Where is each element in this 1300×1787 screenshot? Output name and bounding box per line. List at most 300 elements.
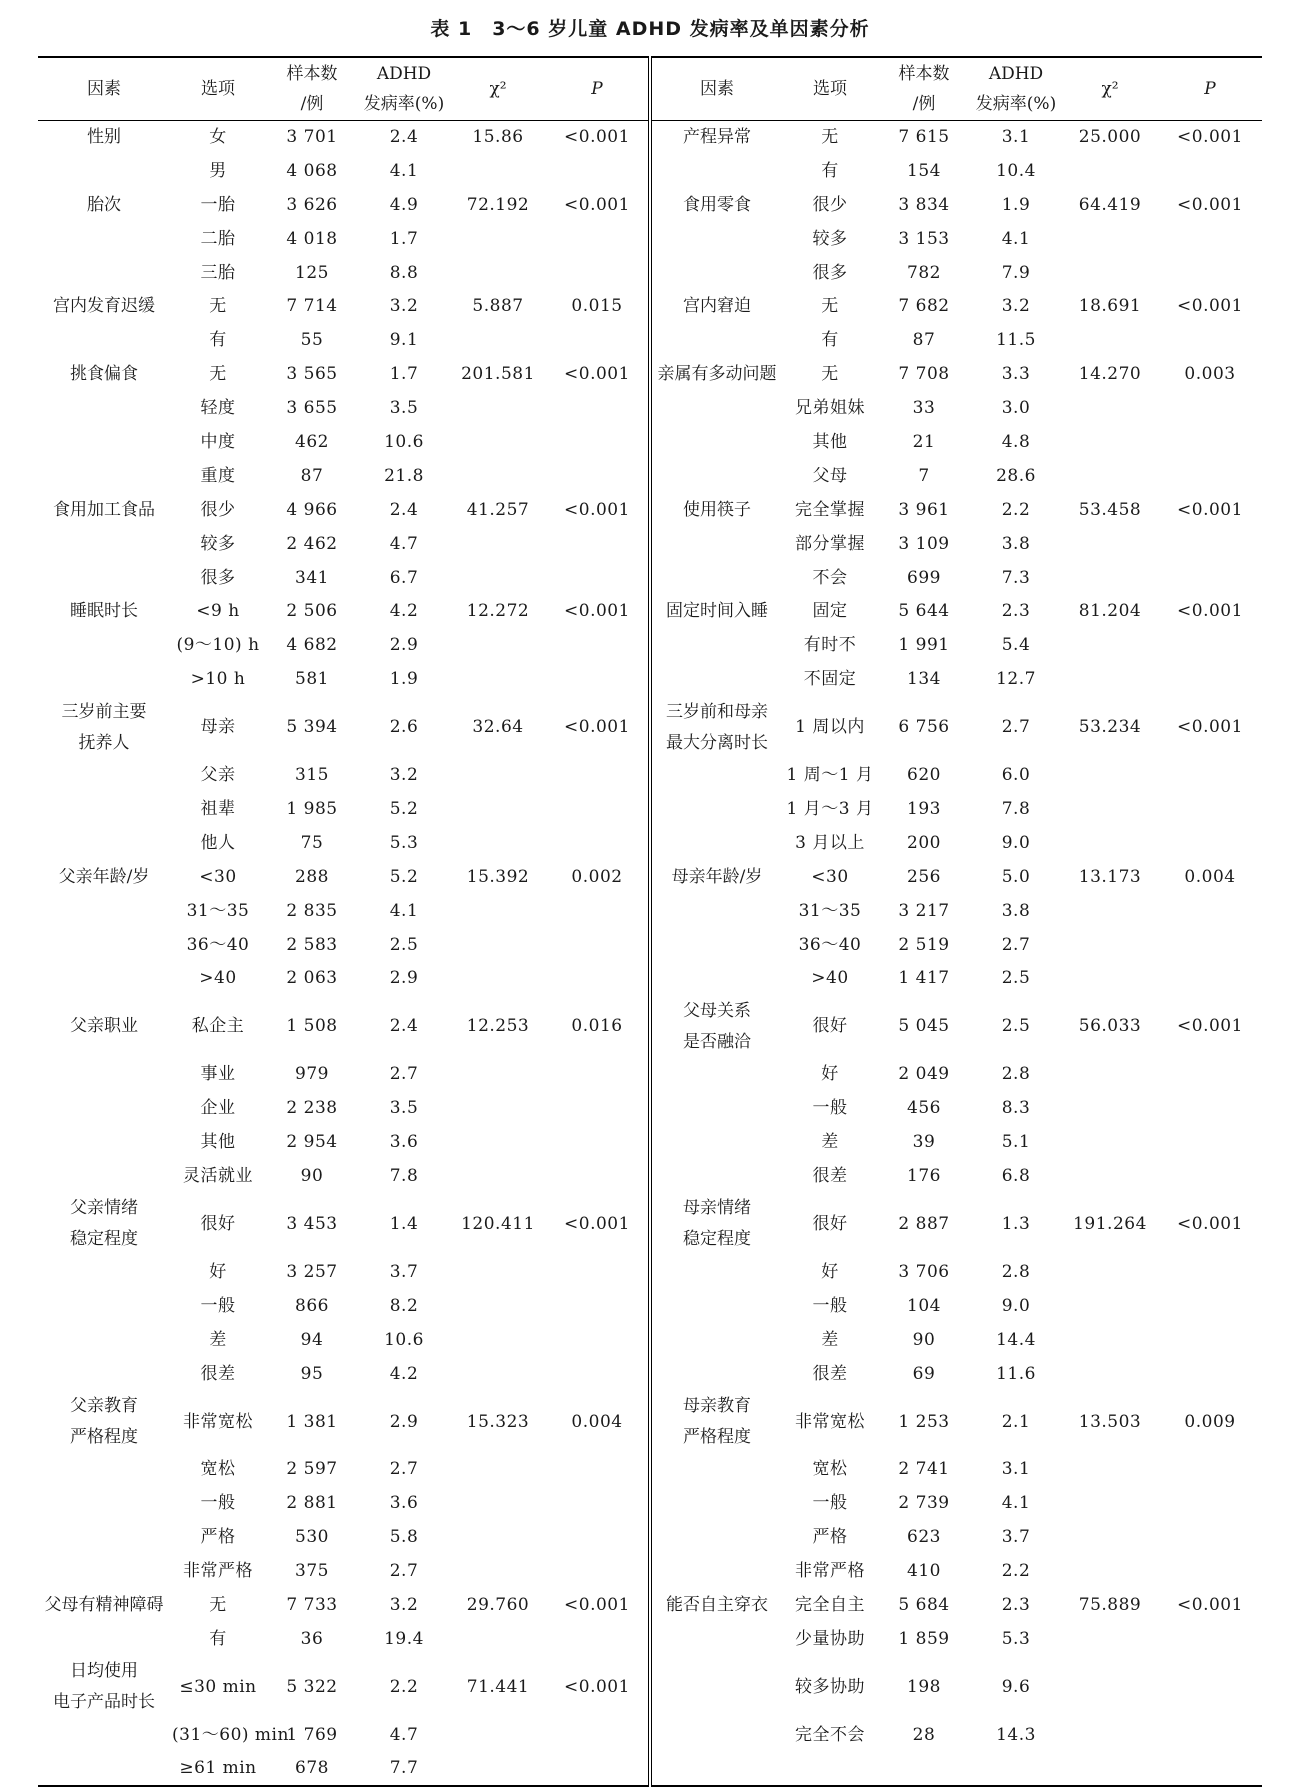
left-sample-size-cell: 5 322 [286, 1676, 338, 1697]
left-option-cell: 父亲 [200, 765, 236, 786]
left-sample-size-cell: 2 462 [286, 533, 338, 554]
right-option-cell: 很多 [812, 262, 848, 283]
left-option-cell: 灵活就业 [183, 1165, 253, 1186]
right-option-cell: 一般 [812, 1493, 848, 1514]
left-incidence-rate-cell: 3.2 [389, 296, 419, 317]
left-p-value-cell [546, 663, 650, 697]
left-sample-size-cell: 1 985 [286, 798, 338, 819]
right-option-cell: 差 [821, 1329, 839, 1350]
factor-label: 抚养人 [78, 732, 130, 753]
left-p-value-cell [546, 459, 650, 493]
table-row [38, 1555, 1262, 1589]
right-p-value-cell: 0.004 [1184, 866, 1236, 887]
left-incidence-rate-cell: 6.7 [389, 567, 419, 588]
left-chi-square-cell: 5.887 [472, 296, 524, 317]
table-row [38, 121, 1262, 155]
left-incidence-rate-cell: 2.9 [389, 1411, 419, 1432]
left-p-value-cell [546, 894, 650, 928]
left-chi-square-cell: 120.411 [461, 1213, 535, 1234]
right-p-value-cell [1158, 1058, 1262, 1092]
right-chi-square-cell [1062, 222, 1158, 256]
left-incidence-rate-cell: 2.9 [389, 968, 419, 989]
left-factor-cell [38, 1193, 170, 1255]
left-p-value-cell [546, 392, 650, 426]
left-chi-square-cell [450, 663, 546, 697]
right-sample-size-cell: 2 519 [898, 934, 950, 955]
right-factor-cell [650, 256, 782, 290]
right-factor-cell [650, 1622, 782, 1656]
right-sample-size-cell: 69 [912, 1363, 936, 1384]
left-incidence-rate-cell: 4.2 [389, 1363, 419, 1384]
header-factor: 因素 [38, 57, 170, 121]
left-incidence-rate-cell: 2.7 [389, 1459, 419, 1480]
right-p-value-cell [1158, 426, 1262, 460]
left-factor-cell [38, 1656, 170, 1718]
right-factor-cell [650, 759, 782, 793]
left-factor-cell [38, 928, 170, 962]
left-sample-size-cell: 4 966 [286, 499, 338, 520]
left-p-value-cell [546, 1718, 650, 1752]
factor-label: 母亲教育 [683, 1396, 751, 1416]
left-option-cell: 非常宽松 [183, 1411, 253, 1432]
left-factor-cell [38, 527, 170, 561]
right-incidence-rate-cell: 2.5 [1001, 1016, 1031, 1037]
right-sample-size-cell: 620 [907, 765, 941, 786]
factor-label: 严格程度 [70, 1427, 138, 1447]
right-option-cell: 宽松 [812, 1459, 848, 1480]
left-incidence-rate-cell: 4.7 [389, 1724, 419, 1745]
right-chi-square-cell [1062, 1357, 1158, 1391]
right-incidence-rate-cell: 7.9 [1001, 262, 1031, 283]
table-row [38, 629, 1262, 663]
left-chi-square-cell [450, 222, 546, 256]
right-incidence-rate-cell: 2.7 [1001, 934, 1031, 955]
right-factor-cell [650, 1255, 782, 1289]
right-option-cell: 无 [821, 127, 839, 148]
left-sample-size-cell: 75 [300, 832, 324, 853]
right-incidence-rate-cell: 10.4 [996, 160, 1036, 181]
right-option-cell: 很差 [812, 1165, 848, 1186]
right-chi-square-cell [1062, 1255, 1158, 1289]
right-p-value-cell [1158, 1718, 1262, 1752]
right-option-cell: 固定 [812, 601, 848, 622]
right-chi-square-cell [1062, 759, 1158, 793]
right-p-value-cell [1158, 1092, 1262, 1126]
right-sample-size-cell: 2 741 [898, 1459, 950, 1480]
right-chi-square-cell [1062, 324, 1158, 358]
left-option-cell: 无 [209, 1595, 227, 1615]
left-option-cell: 事业 [200, 1064, 236, 1085]
right-incidence-rate-cell: 6.8 [1001, 1165, 1031, 1186]
right-incidence-rate-cell: 9.0 [1001, 1295, 1031, 1316]
left-sample-size-cell: 2 583 [286, 934, 338, 955]
left-chi-square-cell [450, 894, 546, 928]
left-factor-cell [38, 256, 170, 290]
right-p-value-cell [1158, 1357, 1262, 1391]
table-row [38, 826, 1262, 860]
left-option-cell: <30 [199, 866, 237, 887]
right-incidence-rate-cell: 8.3 [1001, 1098, 1031, 1119]
left-chi-square-cell [450, 1289, 546, 1323]
right-factor-cell [650, 1718, 782, 1752]
left-chi-square-cell [450, 561, 546, 595]
left-chi-square-cell [450, 256, 546, 290]
right-factor-cell [650, 358, 782, 392]
factor-label: 使用筷子 [683, 499, 751, 520]
right-chi-square-cell [1062, 1126, 1158, 1160]
right-p-value-cell: 0.009 [1184, 1411, 1236, 1432]
right-factor-cell [650, 928, 782, 962]
right-incidence-rate-cell: 2.3 [1001, 601, 1031, 622]
right-incidence-rate-cell [970, 1752, 1062, 1786]
left-p-value-cell: 0.016 [571, 1016, 623, 1037]
right-sample-size-cell: 39 [912, 1132, 936, 1153]
right-factor-cell [650, 426, 782, 460]
right-chi-square-cell [1062, 392, 1158, 426]
right-chi-square-cell [1062, 1656, 1158, 1718]
right-factor-cell [650, 1487, 782, 1521]
factor-label: 能否自主穿衣 [666, 1595, 768, 1615]
left-p-value-cell [546, 1752, 650, 1786]
right-incidence-rate-cell: 2.7 [1001, 717, 1031, 738]
left-chi-square-cell [450, 629, 546, 663]
left-incidence-rate-cell: 2.5 [389, 934, 419, 955]
left-p-value-cell: 0.004 [571, 1411, 623, 1432]
table-row [38, 154, 1262, 188]
left-sample-size-cell: 288 [295, 866, 329, 887]
left-sample-size-cell: 2 881 [286, 1493, 338, 1514]
table-row [38, 256, 1262, 290]
right-sample-size-cell: 198 [907, 1676, 941, 1697]
right-p-value-cell: <0.001 [1177, 1595, 1243, 1615]
right-p-value-cell: <0.001 [1177, 194, 1243, 215]
right-option-cell: 好 [821, 1261, 839, 1282]
right-chi-square-cell [1062, 426, 1158, 460]
table-row [38, 493, 1262, 527]
left-p-value-cell [546, 1453, 650, 1487]
left-factor-cell [38, 121, 170, 155]
left-option-cell: 一般 [200, 1295, 236, 1316]
right-incidence-rate-cell: 4.8 [1001, 431, 1031, 452]
right-p-value-cell [1158, 1487, 1262, 1521]
right-option-cell: 3 月以上 [795, 832, 865, 853]
right-sample-size-cell: 5 045 [898, 1016, 950, 1037]
left-p-value-cell [546, 426, 650, 460]
right-incidence-rate-cell: 5.0 [1001, 866, 1031, 887]
left-factor-cell [38, 1622, 170, 1656]
right-sample-size-cell: 3 153 [898, 228, 950, 249]
right-factor-cell [650, 324, 782, 358]
factor-label: 亲属有多动问题 [657, 364, 777, 385]
left-option-cell: 36～40 [186, 934, 250, 955]
left-factor-cell [38, 759, 170, 793]
right-sample-size-cell: 134 [907, 669, 941, 690]
table-header [38, 57, 1262, 121]
right-sample-size-cell: 1 417 [898, 968, 950, 989]
left-factor-cell [38, 493, 170, 527]
right-option-cell: >40 [811, 968, 849, 989]
right-factor-cell [650, 290, 782, 324]
left-sample-size-cell: 125 [295, 262, 329, 283]
left-sample-size-cell: 2 597 [286, 1459, 338, 1480]
right-option-cell: 1 月～3 月 [786, 798, 874, 819]
left-factor-cell [38, 324, 170, 358]
right-p-value-cell [1158, 1160, 1262, 1194]
right-incidence-rate-cell: 3.1 [1001, 127, 1031, 148]
left-sample-size-cell: 4 682 [286, 635, 338, 656]
left-chi-square-cell [450, 392, 546, 426]
left-option-cell: 31～35 [186, 900, 250, 921]
left-incidence-rate-cell: 1.4 [389, 1213, 419, 1234]
left-sample-size-cell: 5 394 [286, 717, 338, 738]
right-sample-size-cell: 699 [907, 567, 941, 588]
right-option-cell: 很好 [812, 1016, 848, 1037]
left-option-cell: 很多 [200, 567, 236, 588]
left-factor-cell [38, 392, 170, 426]
left-incidence-rate-cell: 2.2 [389, 1676, 419, 1697]
left-sample-size-cell: 87 [300, 465, 324, 486]
right-p-value-cell [1158, 962, 1262, 996]
left-option-cell: 其他 [200, 1132, 236, 1153]
right-p-value-cell [1158, 1555, 1262, 1589]
left-incidence-rate-cell: 3.6 [389, 1132, 419, 1153]
right-chi-square-cell [1062, 894, 1158, 928]
left-p-value-cell [546, 1521, 650, 1555]
table-row [38, 1126, 1262, 1160]
left-incidence-rate-cell: 4.1 [389, 160, 419, 181]
right-factor-cell [650, 392, 782, 426]
table-row [38, 392, 1262, 426]
left-option-cell: >10 h [190, 669, 246, 690]
right-incidence-rate-cell: 5.1 [1001, 1132, 1031, 1153]
left-sample-size-cell: 7 714 [286, 296, 338, 317]
right-factor-cell [650, 663, 782, 697]
right-sample-size-cell: 200 [907, 832, 941, 853]
right-p-value-cell: <0.001 [1177, 717, 1243, 738]
left-p-value-cell [546, 629, 650, 663]
right-sample-size-cell: 154 [907, 160, 941, 181]
right-option-cell: 1 周以内 [795, 717, 865, 738]
right-chi-square-cell: 25.000 [1078, 127, 1142, 148]
left-p-value-cell [546, 928, 650, 962]
right-sample-size-cell: 3 706 [898, 1261, 950, 1282]
right-sample-size-cell: 7 615 [898, 127, 950, 148]
right-p-value-cell [1158, 629, 1262, 663]
right-p-value-cell [1158, 1752, 1262, 1786]
left-option-cell: 有 [209, 1628, 227, 1649]
left-incidence-rate-cell: 2.4 [389, 127, 419, 148]
right-option-cell: 无 [821, 296, 839, 317]
left-option-cell: 差 [209, 1329, 227, 1350]
right-incidence-rate-cell: 2.8 [1001, 1064, 1031, 1085]
left-incidence-rate-cell: 3.6 [389, 1493, 419, 1514]
left-sample-size-cell: 3 453 [286, 1213, 338, 1234]
left-sample-size-cell: 315 [295, 765, 329, 786]
right-incidence-rate-cell: 3.8 [1001, 533, 1031, 554]
table-row [38, 426, 1262, 460]
left-sample-size-cell: 94 [300, 1329, 324, 1350]
right-sample-size-cell: 193 [907, 798, 941, 819]
right-p-value-cell [1158, 1255, 1262, 1289]
left-p-value-cell: <0.001 [564, 1595, 630, 1615]
left-option-cell: 好 [209, 1261, 227, 1282]
right-factor-cell [650, 1555, 782, 1589]
right-option-cell: 非常严格 [795, 1561, 865, 1582]
right-sample-size-cell: 7 [918, 465, 930, 486]
factor-label: 挑食偏食 [70, 364, 138, 385]
right-sample-size-cell: 7 708 [898, 364, 950, 385]
left-factor-cell [38, 561, 170, 595]
left-incidence-rate-cell: 19.4 [384, 1628, 424, 1649]
header-option: 选项 [782, 57, 878, 121]
right-p-value-cell [1158, 1622, 1262, 1656]
factor-label: 性别 [87, 127, 121, 148]
table-row [38, 561, 1262, 595]
right-incidence-rate-cell: 3.0 [1001, 398, 1031, 419]
table-row [38, 793, 1262, 827]
right-incidence-rate-cell: 2.2 [1001, 499, 1031, 520]
right-chi-square-cell [1062, 826, 1158, 860]
left-chi-square-cell [450, 928, 546, 962]
right-p-value-cell [1158, 1521, 1262, 1555]
right-chi-square-cell [1062, 962, 1158, 996]
left-p-value-cell [546, 561, 650, 595]
left-factor-cell [38, 1357, 170, 1391]
left-option-cell: >40 [199, 968, 237, 989]
right-sample-size-cell: 28 [912, 1724, 936, 1745]
table-body [38, 121, 1262, 1787]
right-chi-square-cell: 75.889 [1078, 1595, 1142, 1615]
left-p-value-cell [546, 1126, 650, 1160]
left-chi-square-cell [450, 1487, 546, 1521]
table-caption: 表 1 3～6 岁儿童 ADHD 发病率及单因素分析 [430, 18, 870, 40]
right-p-value-cell [1158, 793, 1262, 827]
left-factor-cell [38, 1255, 170, 1289]
right-sample-size-cell: 2 049 [898, 1064, 950, 1085]
factor-label: 固定时间入睡 [666, 601, 768, 622]
right-factor-cell [650, 1160, 782, 1194]
table-row [38, 1521, 1262, 1555]
right-chi-square-cell [1062, 1453, 1158, 1487]
right-p-value-cell [1158, 222, 1262, 256]
left-p-value-cell [546, 256, 650, 290]
left-incidence-rate-cell: 1.7 [389, 364, 419, 385]
left-factor-cell [38, 154, 170, 188]
left-p-value-cell [546, 222, 650, 256]
factor-label: 父母关系 [683, 1000, 751, 1021]
left-sample-size-cell: 55 [300, 330, 324, 351]
right-option-cell: 父母 [812, 465, 848, 486]
left-sample-size-cell: 678 [266, 1752, 358, 1786]
left-option-cell: 无 [209, 296, 227, 317]
left-p-value-cell: 0.002 [571, 866, 623, 887]
factor-label: 母亲情绪 [683, 1198, 751, 1219]
header-option: 选项 [170, 57, 266, 121]
right-chi-square-cell [1062, 928, 1158, 962]
left-option-cell: 女 [209, 127, 227, 148]
right-factor-cell [650, 527, 782, 561]
right-incidence-rate-cell: 28.6 [996, 465, 1036, 486]
header-sample-size: 样本数 /例 [878, 57, 970, 121]
right-factor-cell [650, 1752, 782, 1786]
right-chi-square-cell [1062, 1160, 1158, 1194]
data-table [38, 56, 1262, 1787]
left-factor-cell [38, 1391, 170, 1453]
left-chi-square-cell: 72.192 [466, 194, 530, 215]
table-row [38, 1656, 1262, 1718]
left-factor-cell [38, 996, 170, 1058]
right-incidence-rate-cell: 12.7 [996, 669, 1036, 690]
right-factor-cell [650, 561, 782, 595]
left-incidence-rate-cell: 5.2 [389, 866, 419, 887]
left-option-cell: 很少 [200, 499, 236, 520]
factor-label: 父亲职业 [70, 1016, 138, 1037]
left-option-cell: 二胎 [200, 228, 236, 249]
right-factor-cell [650, 459, 782, 493]
left-chi-square-cell [450, 1357, 546, 1391]
right-p-value-cell [1158, 1323, 1262, 1357]
right-sample-size-cell: 3 109 [898, 533, 950, 554]
left-chi-square-cell: 15.86 [472, 127, 524, 148]
left-factor-cell [38, 1126, 170, 1160]
table-row [38, 697, 1262, 759]
left-factor-cell [38, 188, 170, 222]
factor-label: 日均使用 [70, 1661, 138, 1682]
table-row [38, 1323, 1262, 1357]
table-row [38, 1589, 1262, 1623]
left-chi-square-cell [450, 1323, 546, 1357]
right-incidence-rate-cell: 2.2 [1001, 1561, 1031, 1582]
left-p-value-cell: <0.001 [564, 194, 630, 215]
left-factor-cell [38, 426, 170, 460]
table-row [38, 962, 1262, 996]
right-sample-size-cell: 3 217 [898, 900, 950, 921]
left-chi-square-cell [450, 426, 546, 460]
factor-label: 胎次 [87, 194, 121, 215]
left-sample-size-cell: 4 068 [286, 160, 338, 181]
left-sample-size-cell: 7 733 [286, 1595, 338, 1615]
left-factor-cell [38, 1555, 170, 1589]
right-option-cell: 完全掌握 [795, 499, 865, 520]
right-option-cell: 很少 [812, 194, 848, 215]
factor-label: 电子产品时长 [53, 1692, 155, 1713]
right-p-value-cell [1158, 663, 1262, 697]
left-sample-size-cell: 866 [295, 1295, 329, 1316]
left-chi-square-cell [450, 1622, 546, 1656]
table-container [38, 56, 1262, 1787]
left-incidence-rate-cell: 9.1 [389, 330, 419, 351]
left-chi-square-cell [450, 1092, 546, 1126]
factor-label: 是否融洽 [683, 1031, 751, 1052]
left-p-value-cell [546, 1255, 650, 1289]
header-chi-square: χ² [1062, 57, 1158, 121]
right-sample-size-cell: 33 [912, 398, 936, 419]
right-sample-size-cell: 1 859 [898, 1628, 950, 1649]
right-chi-square-cell [1062, 1555, 1158, 1589]
left-p-value-cell [546, 527, 650, 561]
right-option-cell: 少量协助 [795, 1628, 865, 1649]
left-factor-cell [38, 1453, 170, 1487]
right-factor-cell [650, 1289, 782, 1323]
left-incidence-rate-cell: 7.8 [389, 1165, 419, 1186]
left-incidence-rate-cell: 3.2 [389, 765, 419, 786]
right-incidence-rate-cell: 2.5 [1001, 968, 1031, 989]
left-incidence-rate-cell: 2.7 [389, 1561, 419, 1582]
right-chi-square-cell: 13.173 [1078, 866, 1142, 887]
right-chi-square-cell [1062, 793, 1158, 827]
left-incidence-rate-cell: 4.7 [389, 533, 419, 554]
right-sample-size-cell: 7 682 [898, 296, 950, 317]
